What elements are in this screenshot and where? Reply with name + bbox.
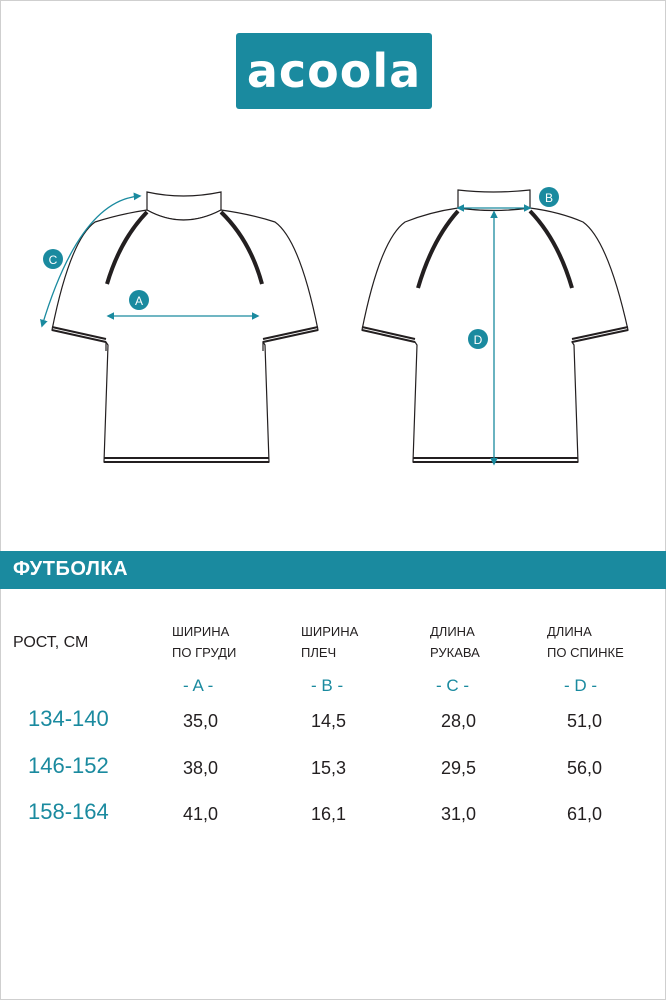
column-header-back-length — [547, 621, 624, 663]
svg-text:C: C — [48, 253, 58, 267]
column-header-line: ШИРИНА — [301, 624, 359, 639]
table-cell: 51,0 — [567, 711, 603, 731]
table-cell: 28,0 — [441, 711, 477, 731]
size-label: 146-152 — [28, 753, 109, 778]
marker-c — [43, 249, 63, 269]
svg-text:B: B — [544, 191, 554, 205]
column-header-line: ШИРИНА — [172, 624, 230, 639]
column-header-line: ПО СПИНКЕ — [547, 645, 624, 660]
table-cell: 41,0 — [183, 804, 219, 824]
back-view — [362, 190, 628, 462]
section-banner — [0, 551, 666, 589]
column-header-sleeve — [430, 621, 480, 663]
column-header-chest — [172, 621, 236, 663]
garment-diagram — [0, 170, 666, 480]
brand-logo: acoola — [236, 33, 432, 109]
column-header-line: РУКАВА — [430, 645, 480, 660]
table-cell: 56,0 — [567, 758, 603, 778]
table-cell: 14,5 — [311, 711, 347, 731]
table-cell: 61,0 — [567, 804, 603, 824]
table-cell: 31,0 — [441, 804, 477, 824]
section-title: ФУТБОЛКА — [13, 558, 129, 580]
size-label: 158-164 — [28, 799, 109, 824]
marker-a — [129, 290, 149, 310]
column-header-line: ПЛЕЧ — [301, 645, 337, 660]
front-view — [52, 192, 318, 462]
table-cell: 35,0 — [183, 711, 219, 731]
table-cell: 29,5 — [441, 758, 477, 778]
column-letter-a: - A - — [183, 676, 214, 695]
column-header-line: ПО ГРУДИ — [172, 645, 237, 660]
table-cell: 15,3 — [311, 758, 347, 778]
column-letter-b: - B - — [311, 676, 344, 695]
svg-text:A: A — [134, 294, 144, 308]
height-column-header: РОСТ, СМ — [13, 634, 89, 651]
column-header-line: ДЛИНА — [430, 624, 475, 639]
table-cell: 38,0 — [183, 758, 219, 778]
column-letter-c: - C - — [436, 676, 470, 695]
size-label: 134-140 — [28, 706, 109, 731]
marker-d — [468, 329, 488, 349]
column-header-line: ДЛИНА — [547, 624, 592, 639]
table-cell: 16,1 — [311, 804, 347, 824]
column-letter-d: - D - — [564, 676, 598, 695]
column-header-shoulders — [301, 621, 358, 663]
marker-b — [539, 187, 559, 207]
svg-text:D: D — [473, 333, 483, 347]
